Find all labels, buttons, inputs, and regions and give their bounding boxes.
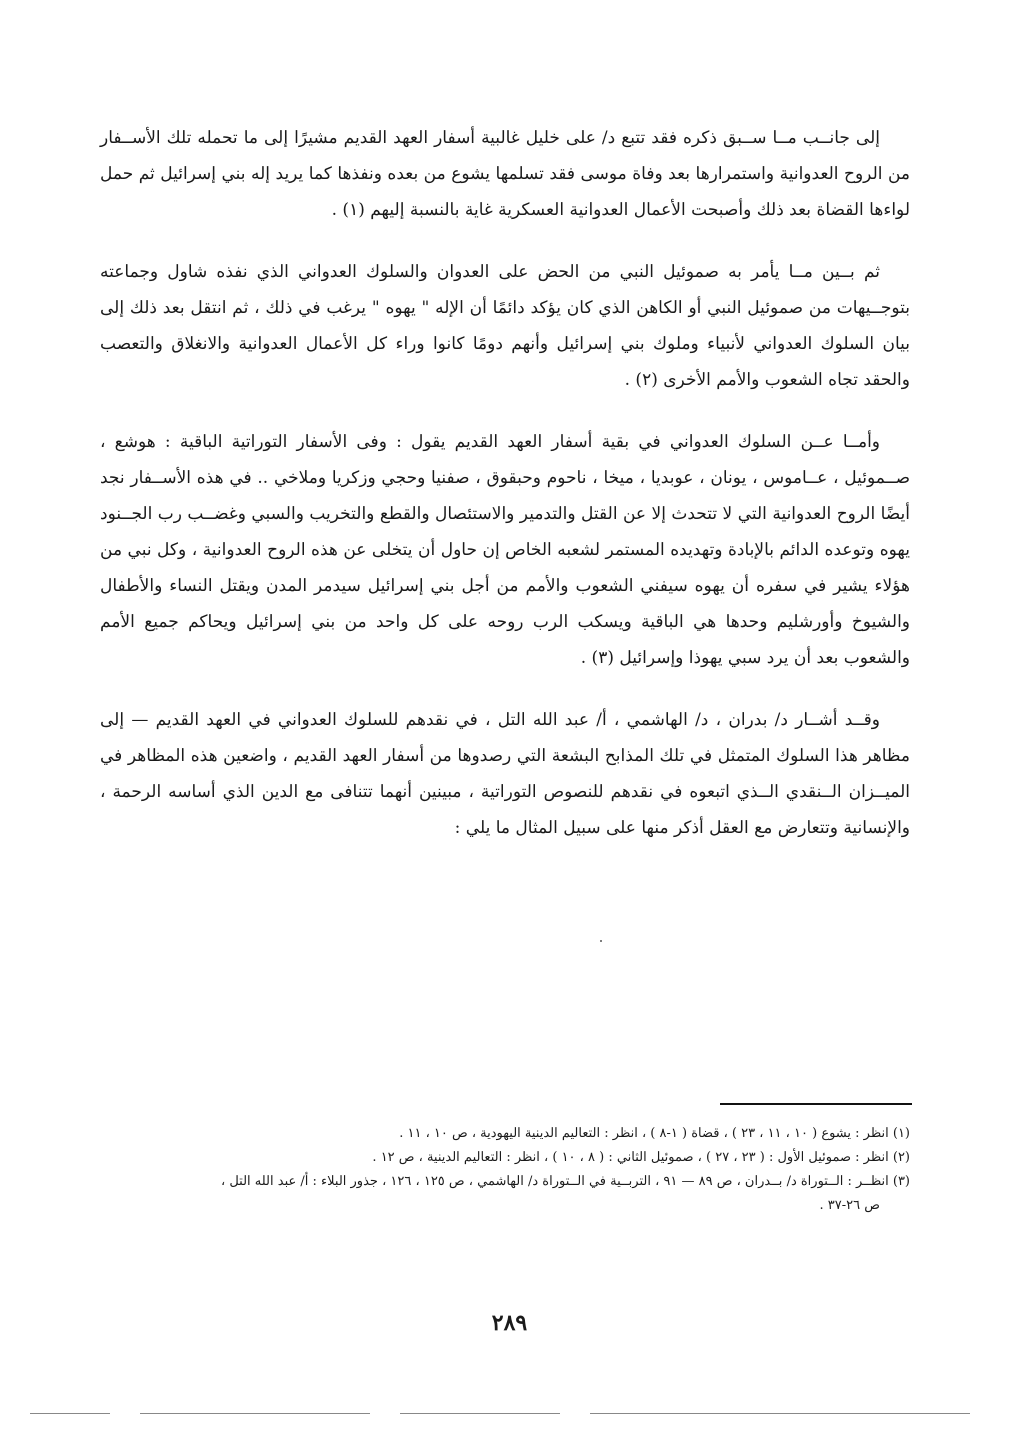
footnote-2: (٢) انظر : صموئيل الأول : ( ٢٣ ، ٢٧ ) ، صموئيل الثاني : ( ٨ ، ١٠ ) ، انظر : التعاليم الدينية ، ص ١٢ . (372, 1150, 910, 1165)
paragraph-2: ثم بــين مــا يأمر به صموئيل النبي من الحض على العدوان والسلوك العدواني الذي نفذه شاول وجماعته بتوجــيهات من صموئيل النبي أو الكاهن الذي كان يؤكد دائمًا أن الإله " يهوه " يرغب في ذلك ، ثم انتقل بعد ذلك إلى بيان السلوك العدواني لأنبياء وملوك بني إسرائيل وأنهم دومًا كانوا وراء كل الأعمال العدوانية والانغلاق والتعصب والحقد تجاه الشعوب والأمم الأخرى (٢) . (100, 262, 910, 390)
footnote-1: (١) انظر : يشوع ( ١٠ ، ١١ ، ٢٣ ) ، قضاة ( ١-٨ ) ، انظر : التعاليم الدينية اليهودية ، ص ١٠ ، ١١ . (399, 1126, 910, 1141)
scan-edge-line (400, 1413, 560, 1414)
footnote-separator (720, 1103, 912, 1105)
footnote-3-continuation: ص ٢٦-٣٧ . (819, 1198, 880, 1213)
paragraph-1: إلى جانــب مــا ســبق ذكره فقد تتبع د/ على خليل غالبية أسفار العهد القديم مشيرًا إلى ما تحمله تلك الأســفار من الروح العدوانية واستمرارها بعد وفاة موسى فقد تسلمها يشوع من بعده ونفذها كما يريد إله بني إسرائيل ثم حمل لواءها القضاة بعد ذلك وأصبحت الأعمال العدوانية العسكرية غاية بالنسبة إليهم (١) . (100, 128, 910, 220)
page-number: ٢٨٩ (491, 1310, 528, 1336)
scan-edge-line (140, 1413, 370, 1414)
scan-edge-line (30, 1413, 110, 1414)
scan-speck (600, 940, 602, 942)
main-text (100, 120, 910, 872)
paragraph-4: وقــد أشــار د/ بدران ، د/ الهاشمي ، أ/ عبد الله التل ، في نقدهم للسلوك العدواني في العهد القديم — إلى مظاهر هذا السلوك المتمثل في تلك المذابح البشعة التي رصدوها من أسفار العهد القديم ، واضعين هذه المظاهر في الميــزان الــنقدي الــذي اتبعوه في نقدهم للنصوص التوراتية ، مبينين أنهما تتنافى مع الدين الذي أساسه الرحمة ، والإنسانية وتتعارض مع العقل أذكر منها على سبيل المثال ما يلي : (100, 710, 910, 838)
footnotes (100, 1122, 910, 1218)
scan-edge-line (590, 1413, 970, 1414)
paragraph-3: وأمــا عــن السلوك العدواني في بقية أسفار العهد القديم يقول : وفى الأسفار التوراتية الباقية : هوشع ، صــموئيل ، عــاموس ، يونان ، عوبديا ، ميخا ، ناحوم وحبقوق ، صفنيا وحجي وزكريا وملاخي .. في هذه الأســفار نجد أيضًا الروح العدوانية التي لا تتحدث إلا عن القتل والتدمير والاستئصال والقطع والتخريب والسبي وغضــب رب الجــنود يهوه وتوعده الدائم بالإبادة وتهديده المستمر لشعبه الخاص إن حاول أن يتخلى عن هذه الروح العدوانية ، وكل نبي من هؤلاء يشير في سفره أن يهوه سيفني الشعوب والأمم من أجل بني إسرائيل سيدمر المدن ويقتل النساء والأطفال والشيوخ وأورشليم وحدها هي الباقية ويسكب الرب روحه على كل واحد من بني إسرائيل ويحاكم جميع الأمم والشعوب بعد أن يرد سبي يهوذا وإسرائيل (٣) . (100, 432, 910, 668)
footnote-3: (٣) انظــر : الــتوراة د/ بــدران ، ص ٨٩ — ٩١ ، التربــية في الــتوراة د/ الهاشمي ، ص ١٢٥ ، ١٢٦ ، جذور البلاء : أ/ عبد الله التل ، (220, 1174, 910, 1189)
